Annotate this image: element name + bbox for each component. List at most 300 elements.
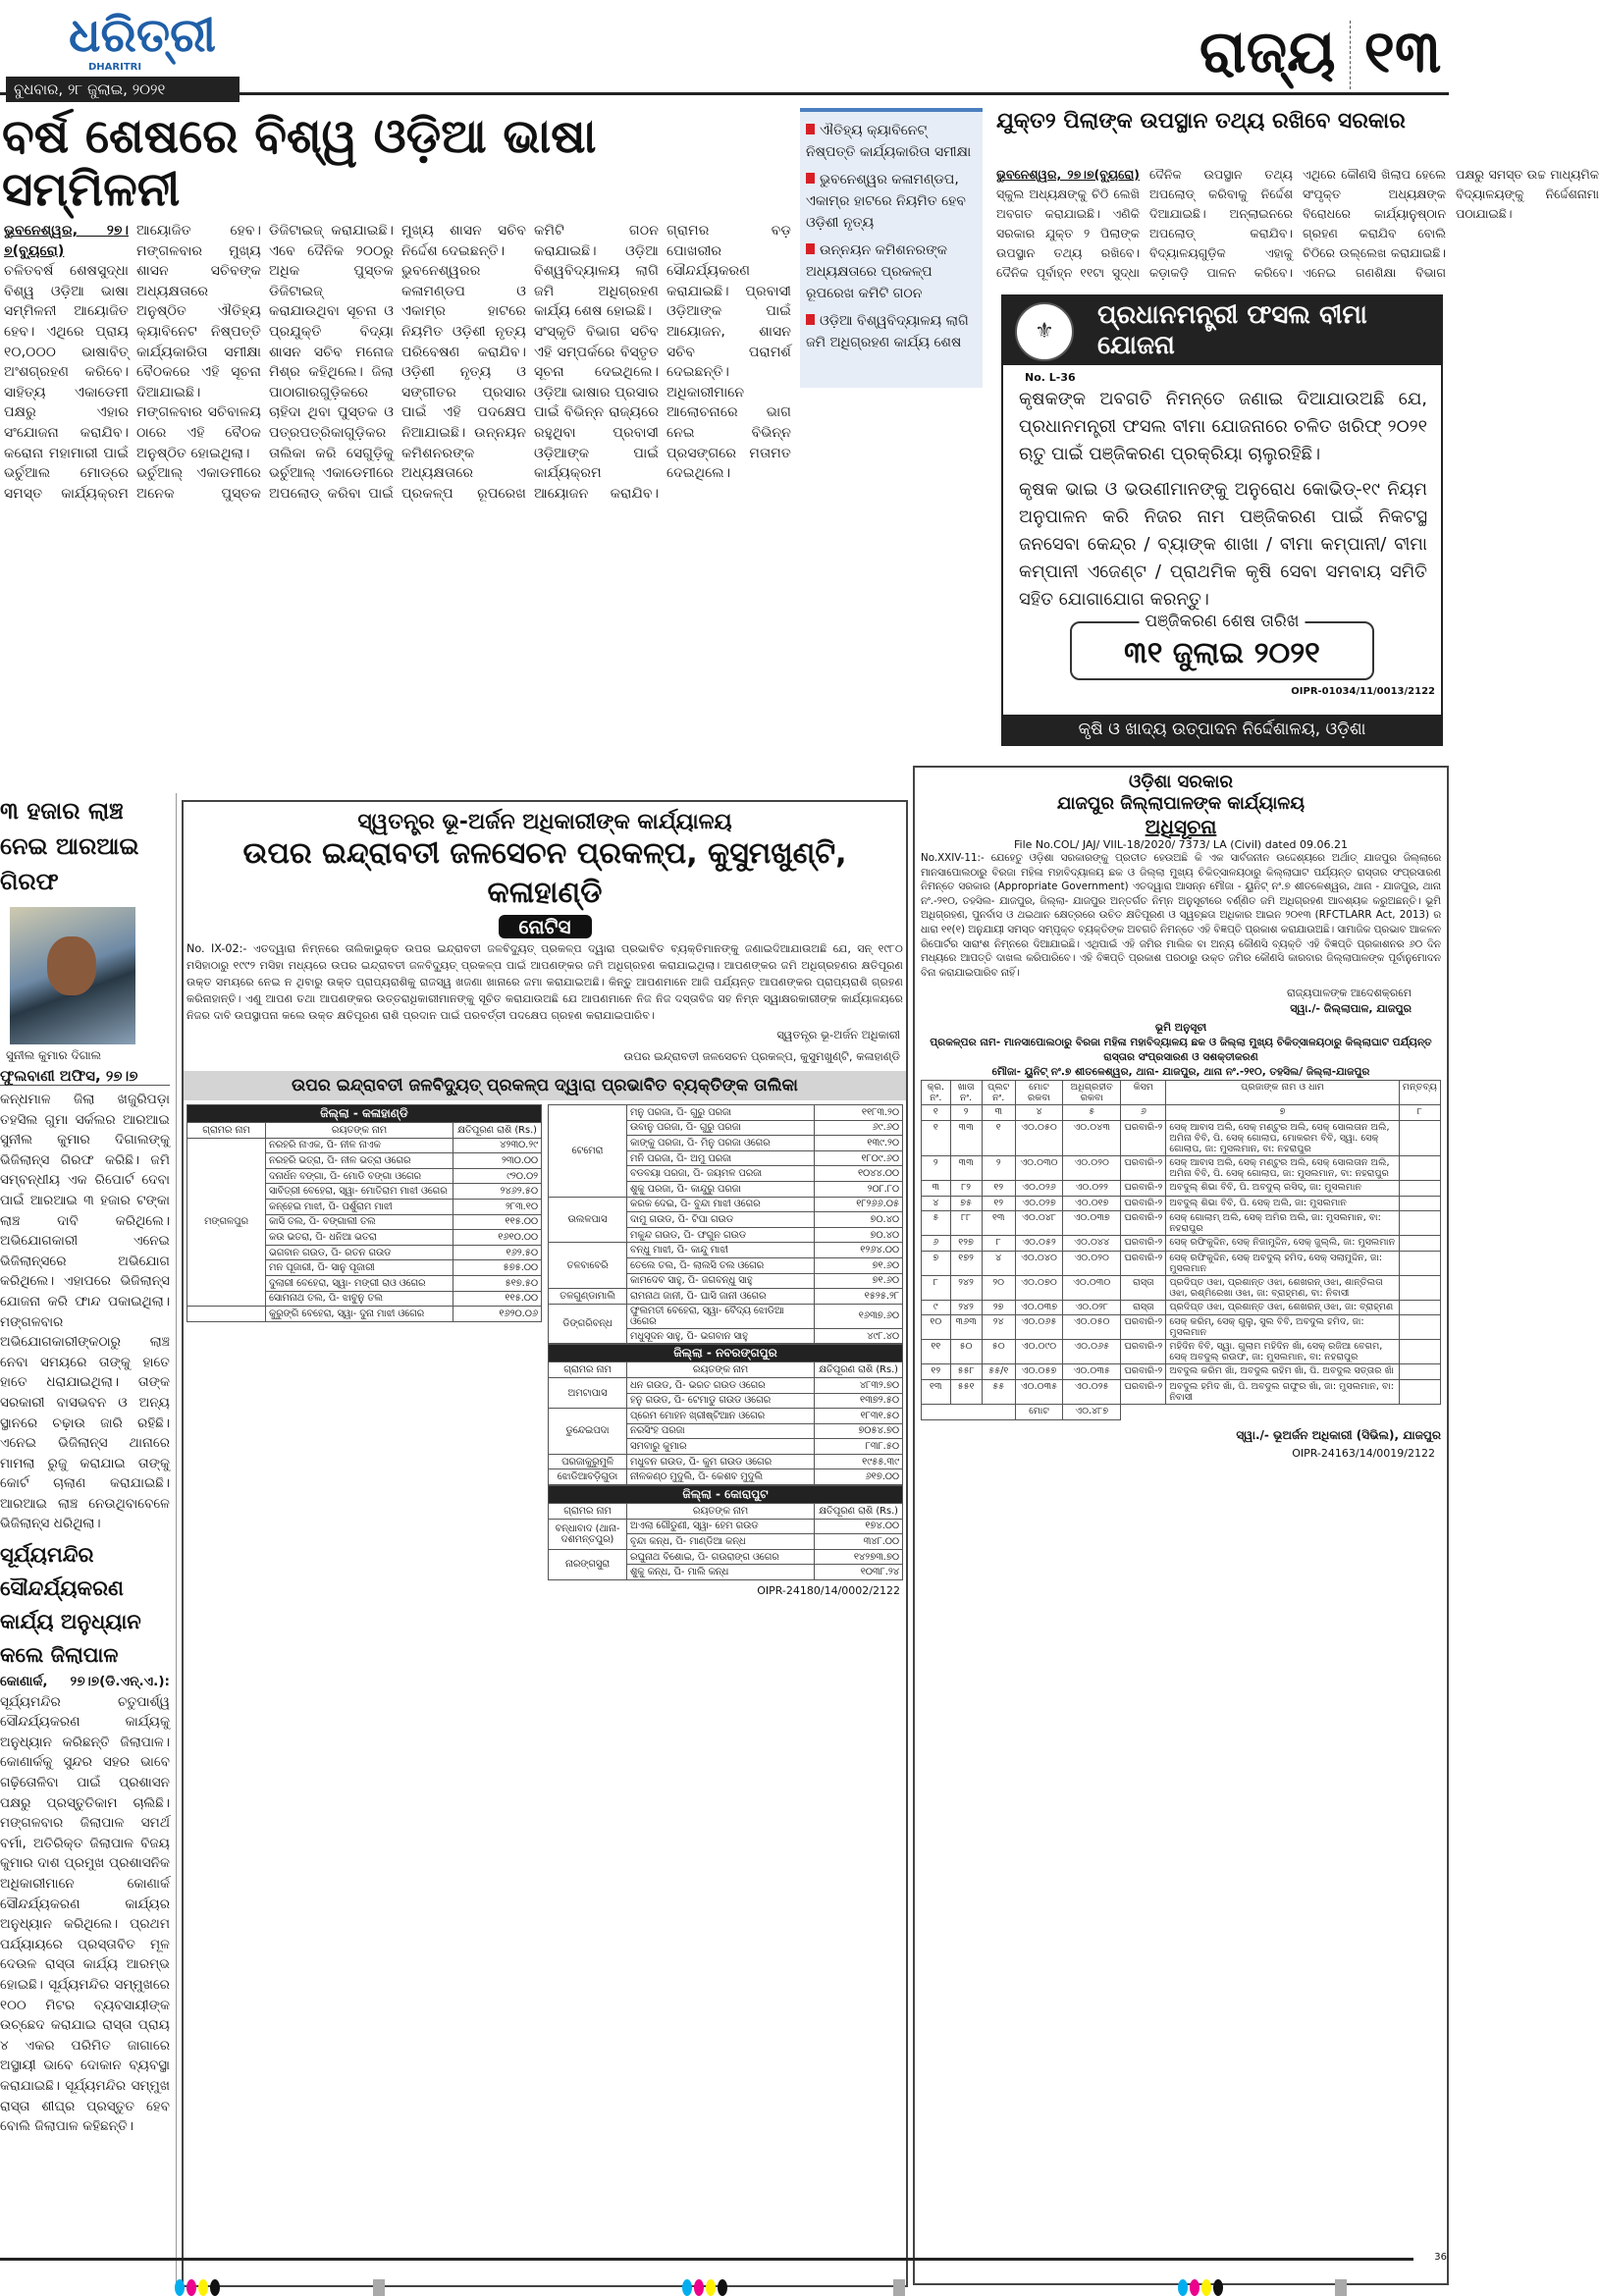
schedule-cell: ମହିଦିନ ବିବି, ସ୍ୱା. ଗୁଲାମ ମହିଦିନ ଖାଁ, ସେକ୍ ରଜିଆ ବେଗମ, ସେକ୍ ଅବଦୁଲ୍ ରଉଫ, ଜା: ମୁସଲମାନ, ବା: ନହରାପୁର [1166, 1340, 1400, 1364]
deadline-label: ପଞ୍ଜିକରଣ ଶେଷ ତାରିଖ [1139, 612, 1305, 631]
schedule-cell: ୨ [922, 1155, 951, 1180]
compensation-amount: ୩୪୮.୦୦ [815, 1534, 903, 1550]
schedule-cell: ଏ୦.୦୪୪ [1063, 1236, 1121, 1252]
compensation-amount: ୨୩୦.୦୦ [453, 1153, 542, 1169]
compensation-amount: ୧୩୭୨.୫୦ [815, 1393, 903, 1409]
table-row [549, 1519, 903, 1534]
person-name: ରଘୁନାଥ ବିଶୋଇ, ପି- ଗଉରାଙ୍ଗ ଓଗେର [627, 1549, 815, 1565]
logo-text: ଧରିତ୍ରୀ [69, 8, 216, 63]
table-row [549, 1549, 903, 1565]
table-row [549, 1243, 903, 1258]
column-header: ଗ୍ରାମର ନାମ [549, 1362, 627, 1378]
schedule-cell: ଏ୦.୦୨୦ [1063, 1251, 1121, 1275]
district-row [549, 1486, 903, 1504]
person-name: ମଧୁବନ ଗଉଡ, ପି- କୁମ ଗଉଡ ଓଗେର [627, 1454, 815, 1469]
person-name: ମନୁ ପରଜା, ପି- ଗୁରୁ ପରଜା [627, 1105, 815, 1121]
schedule-cell: ଘରବାରି-୨ [1121, 1180, 1166, 1196]
column-header: କିସମ [1121, 1081, 1166, 1105]
schedule-cell: ୩୩ [950, 1120, 982, 1155]
table-row [922, 1340, 1441, 1364]
person-name: ଭଗବାନ ଗଉଡ, ପି- ରତନ ଗଉଡ [266, 1245, 453, 1260]
column-index: ୧ [922, 1105, 951, 1121]
schedule-cell: ଏ୦.୦୪୮ [1015, 1211, 1062, 1236]
ad-number: No. L-36 [1025, 371, 1076, 384]
section-header [1199, 18, 1441, 89]
table-row [549, 1289, 903, 1305]
person-name: କାସି ତଲ, ପି- ବଙ୍ଗାଲୀ ତଲ [266, 1214, 453, 1230]
person-name: ରାମନାଥ ଜାନୀ, ପି- ଘାସି ଜାନୀ ଓଗେର [627, 1289, 815, 1305]
compensation-amount: ୨୮୩.୧୦ [453, 1199, 542, 1214]
header-row [922, 1081, 1441, 1105]
schedule-cell: ୨୪ [982, 1315, 1015, 1340]
ad-footer: କୃଷି ଓ ଖାଦ୍ୟ ଉତ୍ପାଦନ ନିର୍ଦ୍ଦେଶାଳୟ, ଓଡ଼ିଶା [1003, 715, 1441, 744]
schedule-cell: ୬ [922, 1236, 951, 1252]
schedule-cell: ଅବଦୁଲ କରିମ ଖାଁ, ଅବଦୁଲ ରହିମ ଖାଁ, ପି. ଅବଦୁଲ ସତ୍ତାର ଖାଁ [1166, 1364, 1400, 1380]
schedule-cell: ଏ୦.୦୫୦ [1015, 1120, 1062, 1155]
highlight-item: ଉନ୍ନୟନ କମିଶନରଙ୍କ ଅଧ୍ୟକ୍ଷତାରେ ପ୍ରକଳ୍ପ ରୂପରେଖ କମିଟି ଗଠନ [806, 240, 977, 304]
district-row [549, 1345, 903, 1362]
header-row [549, 1504, 903, 1520]
schedule-cell: ଏ୦.୦୯୦ [1015, 1340, 1062, 1364]
notification-code: OIPR-24163/14/0019/2122 [1292, 1446, 1435, 1460]
person-name: ମନ ପୂଜାରୀ, ପି- ସାନୁ ପୂଜାରୀ [266, 1260, 453, 1276]
schedule-cell [1399, 1196, 1440, 1211]
schedule-cell [1399, 1236, 1440, 1252]
color-registration-marks [682, 2279, 727, 2296]
schedule-cell: ୧୭୨ [950, 1251, 982, 1275]
village-name: ତଳଗୁଣ୍ଡାମାଲି [549, 1289, 627, 1305]
crop-insurance-ad [1001, 294, 1443, 746]
person-name: ଶୁକୁ କନ୍ଧ, ପି- ମାଲି କନ୍ଧ [627, 1565, 815, 1580]
notification-title: ଅଧିସୂଚନା [1145, 815, 1217, 838]
village-name: ଉଲଳପାସ [549, 1197, 627, 1243]
table-row [549, 1197, 903, 1212]
schedule-cell: ୫୦ [982, 1340, 1015, 1364]
schedule-cell: ସେକ୍ ଗୋଲାମ୍ ଅଲି, ସେକ୍ ଅମିର ଅଲି, ଜା: ମୁସଲମାନ, ବା: ନହରାପୁର [1166, 1211, 1400, 1236]
compensation-amount: ୧୨୬୪.୦୦ [815, 1243, 903, 1258]
schedule-cell [1399, 1211, 1440, 1236]
column-header: କ୍ଷତିପୂରଣ ରାଶି (Rs.) [815, 1504, 903, 1520]
schedule-project: ପ୍ରକଳ୍ପର ନାମ- ମାନସାପୋଲଠାରୁ ବିରଜା ମହିଳା ମହାବିଦ୍ୟାଳୟ ଛକ ଓ ଜିଲ୍ଲା ମୁଖ୍ୟ ଚିକିତ୍ସାଳୟଠାରୁ କିଲ୍ଲାଘାଟ ପର୍ଯ୍ୟନ୍ତ ରାସ୍ତାର ସଂପ୍ରସାରଣ ଓ ସଶକ୍ତୀକରଣ [930, 1037, 1432, 1064]
schedule-cell [1399, 1251, 1440, 1275]
person-name: ନରହରି ନାଏକ, ପି- ନୀଳ ନାଏକ [266, 1138, 453, 1153]
ad-paragraph: କୃଷକଙ୍କ ଅବଗତି ନିମନ୍ତେ ଜଣାଇ ଦିଆଯାଉଅଛି ଯେ, ପ୍ରଧାନମନ୍ତ୍ରୀ ଫସଲ ବୀମା ଯୋଜନାରେ ଚଳିତ ଖରିଫ୍ ୨୦୨୧ ଋତୁ ପାଇଁ ପଞ୍ଜିକରଣ ପ୍ରକ୍ରିୟା ଚାଲୁରହିଛି। [1019, 389, 1427, 464]
column-header: ମୋଟ ରକବା [1015, 1081, 1062, 1105]
schedule-cell [1399, 1155, 1440, 1180]
compensation-amount: ୭୧.୬୦ [815, 1257, 903, 1273]
schedule-cell: ୫୫ [982, 1379, 1015, 1404]
compensation-amount: ୫୭୫.୦୦ [453, 1260, 542, 1276]
person-name: ହନୁ ଗଉଡ, ପି- ଟେମାଡୁ ଗଉଡ ଓଗେର [627, 1393, 815, 1409]
schedule-cell: ଘରବାରି-୨ [1121, 1315, 1166, 1340]
schedule-cell: ସେକ୍ ଆବାସ ଅଲି, ସେକ୍ ମଣ୍ଟୁର ଅଲି, ସେକ୍ ସୋଲତାନ ଅଲି, ଅମିନା ବିବି, ପି. ସେକ୍ ଗୋଲାପ, ଜା: ମୁସଲମାନ, ବା: ନହରାପୁର [1166, 1155, 1400, 1180]
district-name: ଜିଲ୍ଲା - କୋରାପୁଟ [549, 1486, 903, 1504]
person-name: ସୋମନାଥ ତଲ, ପି- ଝାବୁନୁ ତଲ [266, 1291, 453, 1307]
schedule-cell: ଘରବାରି-୨ [1121, 1251, 1166, 1275]
schedule-cell: ଏ୦.୦୩୭ [1015, 1300, 1062, 1315]
column-header: ରୟତଙ୍କ ନାମ [627, 1362, 815, 1378]
schedule-cell: ଏ୦.୦୨୬ [1015, 1180, 1062, 1196]
table-row [922, 1379, 1441, 1404]
column-index: ୭ [1166, 1105, 1400, 1121]
column-header: କ୍ଷତିପୂରଣ ରାଶି (Rs.) [815, 1362, 903, 1378]
total-row [922, 1404, 1441, 1419]
compensation-amount: ୭୦୫୪.୭୦ [815, 1423, 903, 1439]
page-number: ୧୩ [1363, 18, 1441, 86]
schedule-cell: ୩୬୩ [950, 1315, 982, 1340]
village-name: ପରଜାକୁରୁମୁଳି [549, 1454, 627, 1469]
schedule-cell: ଘରବାରି-୨ [1121, 1340, 1166, 1364]
print-page-number: 36 [1434, 2252, 1447, 2263]
schedule-cell: ଘରବାରି-୨ [1121, 1155, 1166, 1180]
accused-photo [10, 907, 135, 1044]
village-name: ଡିଙ୍ଗରିବନ୍ଧ [549, 1304, 627, 1344]
schedule-cell [1399, 1364, 1440, 1380]
schedule-cell: ୮ [982, 1236, 1015, 1252]
person-name: ବନ୍ଧୁ ମାଝୀ, ପି- କାନ୍ଦୁ ମାଝୀ [627, 1243, 815, 1258]
schedule-cell [1399, 1180, 1440, 1196]
gray-registration-mark [373, 2279, 385, 2296]
schedule-cell: ପ୍ରଦିପ୍ତ ଓଝା, ପ୍ରଶାନ୍ତ ଓଝା, ଶେଖରନ୍ ଓଝା, ଜା: ବ୍ରାହ୍ମଣ [1166, 1300, 1400, 1315]
article-paragraph: ଭୁବନେଶ୍ୱରର କଳାମଣ୍ଡପ ଓ ଏକାମ୍ର ହାଟରେ ନିୟମିତ ଓଡ଼ିଶୀ ନୃତ୍ୟ ପରିବେଷଣ କରାଯିବ। ଓଡ଼ିଶୀ ନୃତ୍ୟ ଓ ସଙ୍ଗୀତର ପ୍ରସାର ପାଇଁ ଏହି ପଦକ୍ଷେପ ନିଆଯାଇଛି। ଉନ୍ନୟନ କମିଶନରଙ୍କ ଅଧ୍ୟକ୍ଷତାରେ ପ୍ରକଳ୍ପ ରୂପରେଖ କମିଟି ଗଠନ କରାଯାଇଛି। ଓଡ଼ିଆ ବିଶ୍ୱବିଦ୍ୟାଳୟ ଲାଗି ଜମି ଅଧିଗ୍ରହଣ କାର୍ଯ୍ୟ ଶେଷ ହୋଇଛି। [401, 223, 659, 502]
schedule-cell: ୫୦ [950, 1340, 982, 1364]
schedule-cell: ସେକ୍ ରଫିକୁଦ୍ଦିନ, ସେକ୍ ନିଜାମୁଦ୍ଦିନ, ସେକ୍ ଜୁଲ୍ଲି, ଜା: ମୁସଲମାନ [1166, 1236, 1400, 1252]
byline: ଫୁଲବାଣୀ ଅଫିସ, ୨୭।୭ [0, 1067, 170, 1086]
lead-article-body [0, 221, 795, 775]
spacer [922, 1404, 1016, 1419]
schedule-cell: ଏ୦.୦୨୭ [1015, 1196, 1062, 1211]
schedule-cell: ଏ୦.୦୨୨ [1063, 1180, 1121, 1196]
story2-body [996, 165, 1599, 287]
person-name: ଉବାନୁ ପରଜା, ପି- ଗୁରୁ ପରଜା [627, 1120, 815, 1136]
schedule-cell: ସେକ୍ କରିମ୍, ସେକ୍ ଗୁଲୁ, ସୁଲ ବିବି, ଅବଦୁଲ ହମିଦ, ଜା: ମୁସଲମାନ [1166, 1315, 1400, 1340]
logo-subtitle: DHARITRI [88, 62, 142, 73]
compensation-amount: ୧୮୨୬୬.୦୫ [815, 1197, 903, 1212]
schedule-cell: ସେକ୍ ଆବାସ ଅଲି, ସେକ୍ ମଣ୍ଟୁର ଅଲି, ସେକ୍ ସୋଲତାନ ଅଲି, ଅମିନା ବିବି, ପି. ସେକ୍ ଗୋଲାପ, ମୋକରମ ବିବି, ସ୍ୱା. ସେକ୍ ଗୋଲାପ, ଜା: ମୁସଲମାନ, ବା: ନହରାପୁର [1166, 1120, 1400, 1155]
table-row [922, 1236, 1441, 1252]
person-name: ସାବିତ୍ରୀ ବେହେରା, ସ୍ୱା- ମୋତିରାମ ମାଝୀ ଓଗେର [266, 1184, 453, 1200]
schedule-cell: ଏ୦.୦୨୮ [1063, 1300, 1121, 1315]
notice-project: ଉପର ଇନ୍ଦ୍ରାବତୀ ଜଳସେଚନ ପ୍ରକଳ୍ପ, କୁସୁମଖୁଣ୍ଟି, କଳାହାଣ୍ଡି [242, 836, 847, 910]
header-row [549, 1362, 903, 1378]
table-title: ଉପର ଇନ୍ଦ୍ରାବତୀ ଜଳବିଦ୍ୟୁତ୍ ପ୍ରକଳ୍ପ ଦ୍ୱାରା ପ୍ରଭାବିତ ବ୍ୟକ୍ତିଙ୍କ ତାଲିକା [184, 1071, 906, 1100]
compensation-amount: ୯୨୦.୦୨ [453, 1168, 542, 1184]
schedule-cell: ଘରବାରି-୨ [1121, 1196, 1166, 1211]
person-name: ଅଏଲା ଗୌଡୁଣୀ, ସ୍ୱା- ହେମ ଗଉଡ [627, 1519, 815, 1534]
schedule-cell: ଏ୦.୦୫୨ [1015, 1236, 1062, 1252]
village-name: ଅମଟାପାସ [549, 1377, 627, 1408]
schedule-cell: ୧୩ [982, 1211, 1015, 1236]
person-name: ଶୁକୁ ପରଜା, ପି- କାନ୍ଦୁରୁ ପରଜା [627, 1181, 815, 1197]
schedule-cell: ୧ [982, 1120, 1015, 1155]
table-row [922, 1180, 1441, 1196]
divider [1350, 21, 1351, 89]
column-index: ୫ [1063, 1105, 1121, 1121]
lead-headline: ବର୍ଷ ଶେଷରେ ବିଶ୍ୱ ଓଡ଼ିଆ ଭାଷା ସମ୍ମିଳନୀ [2, 109, 597, 217]
schedule-cell: ୧୨ [982, 1196, 1015, 1211]
color-registration-marks [175, 2279, 220, 2296]
gray-registration-mark [1335, 2279, 1347, 2296]
person-name: ପ୍ରେମ ମୋହନ ଖ୍ରୀଷ୍ଟିଆନ ଓଗେର [627, 1409, 815, 1424]
affected-persons-table [187, 1104, 542, 1322]
column-header: ମନ୍ତବ୍ୟ [1399, 1081, 1440, 1105]
notice-body: No. IX-02:- ଏତଦ୍ୱାରା ନିମ୍ନରେ ତାଲିକାଭୁକ୍ତ ଉପର ଇନ୍ଦ୍ରାବତୀ ଜଳବିଦ୍ୟୁତ୍ ପ୍ରକଳ୍ପ ଦ୍ୱାରା ପ୍ରଭାବିତ ବ୍ୟକ୍ତିମାନଙ୍କୁ ଜଣାଇଦିଆଯାଉଅଛି ଯେ, ସନ୍ ୧୯୮୦ ମସିହାଠାରୁ ୧୯୯୨ ମସିହା ମଧ୍ୟରେ ଉପର ଇନ୍ଦ୍ରାବତୀ ଜଳବିଦ୍ୟୁତ୍ ପ୍ରକଳ୍ପ ପାଇଁ ଆପଣଙ୍କର ଜମି ଅଧିଗ୍ରହଣ କରାଯାଇଥିଲା। ଆପଣଙ୍କର ଜମି ଅଧିଗ୍ରହଣର କ୍ଷତିପୂରଣ ଉକ୍ତ ସମୟରେ ନେଇ ନ ଥିବାରୁ ଉକ୍ତ ପ୍ରାପ୍ୟରାଶିକୁ ରାଜସ୍ୱ ଖଜଣା ଖାନାରେ ଜମା କରାଯାଇଅଛି। କିନ୍ତୁ ଆପଣମାନେ ଆଜି ପର୍ଯ୍ୟନ୍ତ ଆପଣଙ୍କର ପ୍ରାପ୍ୟରାଶି ଗ୍ରହଣ କରିନାହାନ୍ତି। ଏଣୁ ଆପଣ ତଥା ଆପଣଙ୍କର ଉତ୍ତରାଧିକାରୀମାନଙ୍କୁ ସୂଚିତ କରାଯାଉଅଛି ଯେ ଆପଣମାନେ ନିଜ ନିଜ ଦସ୍ତାବିଜ ସହ ନିମ୍ନ ସ୍ୱାକ୍ଷରକାରୀଙ୍କ କାର୍ଯ୍ୟାଳୟରେ ନିଜର ଦାବି ଉପସ୍ଥାପନା କଲେ ଉକ୍ତ କ୍ଷତିପୂରଣ ରାଶି ପ୍ରଦାନ ପାଇଁ ପରବର୍ତ୍ତୀ ପଦକ୍ଷେପ ଗ୍ରହଣ କରାଯାଇପାରିବ। [187, 942, 903, 1022]
compensation-amount: ୧୧୮୩.୨୦ [815, 1105, 903, 1121]
column-index: ୬ [1121, 1105, 1166, 1121]
schedule-cell: ୧୨୭ [950, 1236, 982, 1252]
deadline-date: ୩୧ ଜୁଲାଇ ୨୦୨୧ [1124, 636, 1320, 670]
schedule-cell: ୧ [922, 1120, 951, 1155]
schedule-cell [1399, 1300, 1440, 1315]
schedule-title: ଭୂମି ଅନୁସୂଚୀ [1154, 1022, 1207, 1035]
schedule-cell: ୯ [922, 1300, 951, 1315]
masthead-logo [69, 8, 216, 77]
schedule-cell [1399, 1379, 1440, 1404]
schedule-mouza: ମୌଜା- ୟୁନିଟ୍ ନଂ.୭ ଶୀତଳେଶ୍ୱର, ଥାନା- ଯାଜପୁର, ଥାନା ନଂ.-୨୧୦, ତହସିଲ/ ଜିଲ୍ଲା-ଯାଜପୁର [991, 1066, 1370, 1079]
schedule-cell: ପ୍ରଦିପ୍ତ ଓଝା, ପ୍ରଶାନ୍ତ ଓଝା, ଶେଖରନ୍ ଓଝା, ଶାନ୍ତିଲତା ଓଝା, ରଶ୍ମିରେଖା ଓଝା, ଜା: ବ୍ରାହ୍ମଣ, ବା: ନିବାସୀ [1166, 1275, 1400, 1300]
compensation-amount: ୧୮୩୧.୫୦ [815, 1409, 903, 1424]
compensation-amount: ୨୪୬୨.୫୦ [453, 1184, 542, 1200]
table-row [922, 1315, 1441, 1340]
column-header: ଖାତା ନଂ. [950, 1081, 982, 1105]
schedule-cell: ୧୦ [922, 1315, 951, 1340]
village-name: ତଳବାବେରି [549, 1243, 627, 1289]
header-row [187, 1123, 542, 1139]
footer-rule [0, 2258, 1413, 2261]
schedule-cell: ୨ [982, 1155, 1015, 1180]
person-name: କୁରୁଙ୍ଗି ବେହେରା, ସ୍ୱା- ଦୁନା ମାଝୀ ଓଗେର [266, 1307, 453, 1322]
table-row [549, 1454, 903, 1469]
highlights-box [800, 108, 983, 388]
affected-persons-table [548, 1485, 903, 1580]
table-row [922, 1196, 1441, 1211]
person-name: ଦାମୁ ଗଉଡ, ପି- ଟିପା ଗଉଡ [627, 1212, 815, 1228]
total-label: ମୋଟ [1015, 1404, 1062, 1419]
schedule-cell: ୧୨ [922, 1364, 951, 1380]
person-name: କଉ ଭତରା, ପି- ଧନିଆ ଭତରା [266, 1230, 453, 1246]
schedule-cell: ଘରବାରି-୨ [1121, 1211, 1166, 1236]
compensation-amount: ୪୯୮.୪୦ [815, 1328, 903, 1344]
highlight-item: ଓଡ଼ିଆ ବିଶ୍ୱବିଦ୍ୟାଳୟ ଲାଗି ଜମି ଅଧିଗ୍ରହଣ କାର୍ଯ୍ୟ ଶେଷ [806, 310, 977, 353]
person-name: ନରସିଂହ ପରଜା [627, 1423, 815, 1439]
schedule-cell: ସେକ୍ ରଫିକୁଦ୍ଦିନ, ସେକ୍ ଅବଦୁଲ୍ ହମିଦ, ସେକ୍ ସଲାମୁଦ୍ଦିନ, ଜା: ମୁସଲମାନ [1166, 1251, 1400, 1275]
table-row [187, 1307, 542, 1322]
district-name: ଜିଲ୍ଲା - କଳାହାଣ୍ଡି [187, 1105, 542, 1123]
schedule-cell: ୩ [922, 1180, 951, 1196]
file-number: File No.COL/ JAJ/ VIIL-18/2020/ 7373/ LA (Civil) dated 09.06.21 [1014, 838, 1348, 851]
compensation-amount: ୧୬୧୦.୦୦ [453, 1230, 542, 1246]
schedule-cell: ଏ୦.୦୪୦ [1015, 1251, 1062, 1275]
schedule-cell [1399, 1340, 1440, 1364]
odisha-seal-icon: ⚜ [1015, 302, 1074, 361]
compensation-amount: ୧୭୪.୦୦ [815, 1519, 903, 1534]
compensation-amount: ୧୧୫.୦୦ [453, 1214, 542, 1230]
column-index: ୨ [950, 1105, 982, 1121]
column-header: ଗ୍ରାମର ନାମ [187, 1123, 266, 1139]
district-row [187, 1105, 542, 1123]
schedule-cell: ୧୩ [922, 1379, 951, 1404]
compensation-amount: ୫୧୭.୫୦ [453, 1275, 542, 1291]
schedule-cell: ଘରବାରି-୨ [1121, 1364, 1166, 1380]
person-name: ଦନାର୍ଧନ ବଙ୍ଗା, ପି- ମୋଡି ବଙ୍ଗା ଓଗେର [266, 1168, 453, 1184]
konark-headline: ସୂର୍ଯ୍ୟମନ୍ଦିର ସୌନ୍ଦର୍ଯ୍ୟକରଣ କାର୍ଯ୍ୟ ଅନୁଧ୍ୟାନ କଲେ ଜିଲାପାଳ [0, 1543, 141, 1668]
compensation-amount: ୧୬୨୦.୦୬ [453, 1307, 542, 1322]
article-paragraph: ଚଳିତବର୍ଷ ଶେଷସୁଦ୍ଧା ବିଶ୍ୱ ଓଡ଼ିଆ ଭାଷା ସମ୍ମିଳନୀ ଆୟୋଜିତ ହେବ। ଏଥିରେ ପ୍ରାୟ ୧୦,୦୦୦ ଭାଷାବିତ୍ ଅଂଶଗ୍ରହଣ କରିବେ। ସାହିତ୍ୟ ଏକାଡେମୀ ପକ୍ଷରୁ ଏହାର ସଂଯୋଜନା କରାଯିବ। କରୋନା ମହାମାରୀ ପାଇଁ ଭର୍ଚୁଆଲ ମୋଡ୍‌ରେ ସମସ୍ତ କାର୍ଯ୍ୟକ୍ରମ ଆୟୋଜିତ ହେବ। ମଙ୍ଗଳବାର ମୁଖ୍ୟ ଶାସନ ସଚିବଙ୍କ ଅଧ୍ୟକ୍ଷତାରେ ଅନୁଷ୍ଠିତ ଐତିହ୍ୟ କ୍ୟାବିନେଟ ନିଷ୍ପତ୍ତି କାର୍ଯ୍ୟକାରିତା ସମୀକ୍ଷା ବୈଠକରେ ଏହି ସୂଚନା ଦିଆଯାଇଛି। ମଙ୍ଗଳବାର ସଚିବାଳୟ ଠାରେ ଏହି ବୈଠକ ଅନୁଷ୍ଠିତ ହୋଇଥିଲା। [4, 223, 261, 502]
column-index: ୩ [982, 1105, 1015, 1121]
land-schedule-table [921, 1080, 1441, 1419]
issue-date: ବୁଧବାର, ୨୮ ଜୁଲାଇ, ୨୦୨୧ [6, 77, 240, 102]
story-text: କନ୍ଧମାଳ ଜିଲା ଖଜୁରିପଡ଼ା ତହସିଲ ଗୁମା ସର୍କଲର ଆରଆଇ ସୁନୀଲ କୁମାର ଦିଗାଲଙ୍କୁ ଭିଜିଲାନ୍ସ ଗିରଫ କରିଛି। ଜମି ସମ୍ବନ୍ଧୀୟ ଏକ ରିପୋର୍ଟ ଦେବା ପାଇଁ ଆରଆଇ ୩ ହଜାର ଟଙ୍କା ଲାଞ୍ଚ ଦାବି କରିଥିଲେ। ଅଭିଯୋଗକାରୀ ଏନେଇ ଭିଜିଲାନ୍ସରେ ଅଭିଯୋଗ କରିଥିଲେ। ଏହାପରେ ଭିଜିଲାନ୍ସ ଯୋଜନା କରି ଫାନ୍ଦ ପକାଇଥିଲା। ମଙ୍ଗଳବାର ଅଭିଯୋଗକାରୀଙ୍କଠାରୁ ଲାଞ୍ଚ ନେବା ସମୟରେ ତାଙ୍କୁ ହାତେ ହାତେ ଧରାଯାଇଥିଲା। ତାଙ୍କ ସରକାରୀ ବାସଭବନ ଓ ଅନ୍ୟ ସ୍ଥାନରେ ଚଢ଼ାଉ ଜାରି ରହିଛି। ଏନେଇ ଭିଜିଲାନ୍ସ ଥାନାରେ ମାମଲା ରୁଜୁ କରାଯାଇ ତାଙ୍କୁ କୋର୍ଟ ଚାଲାଣ କରାଯାଇଛି। ଆରଆଇ ଲାଞ୍ଚ ନେଉଥିବାବେଳେ ଭିଜିଲାନ୍ସ ଧରିଥିଲା। [0, 1092, 170, 1532]
schedule-cell: ୧୨ [982, 1180, 1015, 1196]
column-index: ୮ [1399, 1105, 1440, 1121]
land-acquisition-notice [182, 800, 908, 2287]
schedule-cell: ୪ [982, 1251, 1015, 1275]
person-name: ମକୁନ୍ଦ ଗଉଡ, ପି- ଫଗୁନ ଗଉଡ [627, 1227, 815, 1243]
village-name: ଝୋଡିଆବଡ଼ିଗୁଡା [549, 1469, 627, 1485]
table-row [187, 1138, 542, 1153]
schedule-cell: ୮୨ [950, 1180, 982, 1196]
schedule-cell: ୮୮ [950, 1211, 982, 1236]
table-row [922, 1364, 1441, 1380]
compensation-amount: ୭୧.୬୦ [815, 1273, 903, 1289]
compensation-amount: ୧୦୩୮.୨୪ [815, 1565, 903, 1580]
schedule-cell: ଏ୦.୦୩୦ [1063, 1275, 1121, 1300]
dateline: ଭୁବନେଶ୍ୱର, ୨୭।୭(ବ୍ୟୁରୋ) [4, 223, 129, 259]
table-row [549, 1377, 903, 1393]
compensation-amount: ୪୮୩୨.୭୦ [815, 1377, 903, 1393]
compensation-amount: ୪୨୩୦.୨୯ [453, 1138, 542, 1153]
schedule-cell: ଅବଦୁଲ ହମିଦ ଖାଁ, ପି. ଅବଦୁଲ ଗଫୁର ଖାଁ, ଜା: ମୁସଲମାନ, ବା: ନିବାସୀ [1166, 1379, 1400, 1404]
column-header: ରୟତଙ୍କ ନାମ [627, 1504, 815, 1520]
schedule-cell: ୪ [922, 1196, 951, 1211]
village-name: ବନ୍ଧାବାଦ (ଥାନା- ଦଶମନ୍ତପୁର) [549, 1519, 627, 1549]
schedule-cell: ଘରବାରି-୨ [1121, 1236, 1166, 1252]
person-name: କାମଦେବ ସାହୁ, ପି- ଜଗବନ୍ଧୁ ସାହୁ [627, 1273, 815, 1289]
total-value: ଏ୦.୪୮୭ [1063, 1404, 1121, 1419]
compensation-amount: ୭୦.୪୦ [815, 1212, 903, 1228]
index-row [922, 1105, 1441, 1121]
person-name: ବୃନ୍ଦା କନ୍ଧ, ପି- ମାଣ୍ଡିଆ କନ୍ଧ [627, 1534, 815, 1550]
schedule-cell: ଏ୦.୦୬୫ [1015, 1315, 1062, 1340]
column-header: ରୟତଙ୍କ ନାମ [266, 1123, 453, 1139]
person-name: ମଧୁସୂଦନ ସାହୁ, ପି- ଭଗବାନ ସାହୁ [627, 1328, 815, 1344]
compensation-amount: ୨୦୮.୮୦ [815, 1181, 903, 1197]
schedule-cell: ୩୩ [950, 1155, 982, 1180]
notice-signature [184, 1024, 906, 1067]
schedule-cell: ଏ୦.୦୩୭ [1063, 1211, 1121, 1236]
compensation-amount: ୭୦.୪୦ [815, 1227, 903, 1243]
schedule-cell: ୧୧ [922, 1340, 951, 1364]
compensation-amount: ୧୩୯.୨୦ [815, 1136, 903, 1151]
person-name: ଫୁଲମତୀ ବେହେରା, ସ୍ୱା- ବୈଦ୍ୟ ଝୋଡିଆ ଓଗେର [627, 1304, 815, 1328]
schedule-cell: ୫୫୮ [950, 1364, 982, 1380]
schedule-cell: ଘରବାରି-୨ [1121, 1120, 1166, 1155]
ad-paragraph: କୃଷକ ଭାଇ ଓ ଭଉଣୀମାନଙ୍କୁ ଅନୁରୋଧ କୋଭିଡ୍-୧୯ ନିୟମ ଅନୁପାଳନ କରି ନିଜର ନାମ ପଞ୍ଜିକରଣ ପାଇଁ ନିକଟସ୍ଥ ଜନସେବା କେନ୍ଦ୍ର / ବ୍ୟାଙ୍କ ଶାଖା / ବୀମା କମ୍ପାନୀ/ ବୀମା କମ୍ପାନୀ ଏଜେଣ୍ଟ / ପ୍ରାଥମିକ କୃଷି ସେବା ସମବାୟ ସମିତି ସହିତ ଯୋଗାଯୋଗ କରନ୍ତୁ। [1019, 479, 1427, 610]
dateline: ଭୁବନେଶ୍ୱର, ୨୭।୭(ବ୍ୟୁରୋ) [996, 167, 1140, 182]
schedule-cell: ୨୭ [982, 1300, 1015, 1315]
column-index: ୪ [1015, 1105, 1062, 1121]
village-name: ମଙ୍ଗଳପୁର [187, 1138, 266, 1307]
ad-code: OIPR-01034/11/0013/2122 [1291, 686, 1435, 697]
ad-title: ପ୍ରଧାନମନ୍ତ୍ରୀ ଫସଲ ବୀମା ଯୋଜନା [1097, 300, 1367, 360]
person-name: ଦୁଲାରୀ ବେହେରା, ସ୍ୱା- ମଙ୍ଗୀ ରାଓ ଓଗେର [266, 1275, 453, 1291]
table-row [922, 1211, 1441, 1236]
article-paragraph: ସଂସ୍କୃତି ବିଭାଗ ସଚିବ ଏହି ସମ୍ପର୍କରେ ବିସ୍ତୃତ ସୂଚନା ଦେଇଥିଲେ। ଓଡ଼ିଆ ଭାଷାର ପ୍ରସାର ପାଇଁ ବିଭିନ୍ନ ରାଜ୍ୟରେ ରହୁଥିବା ପ୍ରବାସୀ ଓଡ଼ିଆଙ୍କ ପାଇଁ କାର୍ଯ୍ୟକ୍ରମ ଆୟୋଜନ କରାଯିବ। ଗ୍ରାମର ବଡ଼ ପୋଖରୀର ସୌନ୍ଦର୍ଯ୍ୟକରଣ କରାଯାଇଛି। ପ୍ରବାସୀ ଓଡ଼ିଆଙ୍କ ପାଇଁ ଆୟୋଜନ, ଶାସନ ସଚିବ ପରାମର୍ଶ ଦେଇଛନ୍ତି। ଅଧିକାରୀମାନେ ଆଲୋଚନାରେ ଭାଗ ନେଇ ବିଭିନ୍ନ ପ୍ରସଙ୍ଗରେ ମତାମତ ଦେଇଥିଲେ। [534, 223, 791, 502]
signatory-office: ଉପର ଇନ୍ଦ୍ରାବତୀ ଜଳସେଚନ ପ୍ରକଳ୍ପ, କୁସୁମଖୁଣ୍ଟି, କଳାହାଣ୍ଡି [623, 1049, 900, 1063]
person-name: ଧନ ଗଉଡ, ପି- ଭରତ ଗଉଡ ଓଗେର [627, 1377, 815, 1393]
schedule-cell: ଏ୦.୦୩୦ [1015, 1155, 1062, 1180]
photo-caption: ସୁନୀଲ କୁମାର ଦିଗାଲ [6, 1048, 102, 1062]
column-header: ଗ୍ରାମର ନାମ [549, 1504, 627, 1520]
section-name: ରାଜ୍ୟ [1199, 18, 1336, 86]
order-signature: ସ୍ୱା./- ଜିଲ୍ଲାପାଳ, ଯାଜପୁର [1290, 1002, 1412, 1016]
village-name: ଟେମେରା [549, 1105, 627, 1198]
compensation-amount: ୧୬୨.୫୦ [453, 1245, 542, 1260]
schedule-cell: ୫୫୧ [950, 1379, 982, 1404]
affected-table-right [548, 1104, 903, 1580]
table-row [922, 1120, 1441, 1155]
schedule-cell: ଏ୦.୦୩୫ [1063, 1364, 1121, 1380]
bribe-headline: ୩ ହଜାର ଲାଞ୍ଚ ନେଇ ଆରଆଇ ଗିରଫ [0, 797, 139, 895]
schedule-cell: ୫ [922, 1211, 951, 1236]
order-line: ରାଜ୍ୟପାଳଙ୍କ ଆଦେଶକ୍ରମେ [1287, 987, 1412, 1000]
govt-name: ଓଡ଼ିଶା ସରକାର [1129, 772, 1233, 792]
table-row [549, 1304, 903, 1328]
schedule-cell: ୨୪୨ [950, 1275, 982, 1300]
story2-headline: ଯୁକ୍ତ୨ ପିଲାଙ୍କ ଉପସ୍ଥାନ ତଥ୍ୟ ରଖିବେ ସରକାର [996, 109, 1406, 133]
compensation-amount: ୧୬୩୭.୬୦ [815, 1304, 903, 1328]
table-row [922, 1251, 1441, 1275]
jajpur-notification [913, 766, 1449, 2285]
office-name: ଯାଜପୁର ଜିଲ୍ଲାପାଳଙ୍କ କାର୍ଯ୍ୟାଳୟ [1056, 793, 1306, 814]
schedule-cell: ଏ୦.୦୬୫ [1063, 1340, 1121, 1364]
schedule-cell: ଅବଦୁଲ୍ ଶିଭା ବିବି, ପି. ଅବଦୁଲ୍ ରସିଦ୍, ଜା: ମୁସଲମାନ [1166, 1180, 1400, 1196]
compensation-amount: ୧୮୦୯.୬୦ [815, 1150, 903, 1166]
table-row [549, 1105, 903, 1121]
schedule-cell: ୭ [922, 1251, 951, 1275]
schedule-cell: ଏ୦.୦୫୦ [1063, 1315, 1121, 1340]
person-name: ନୀଳକଣ୍ଠ ମୁଦୁଲି, ପି- କେଶବ ମୁଦୁଲି [627, 1469, 815, 1485]
person-name: ମନି ପରଜା, ପି- ଅମୁ ପରଜା [627, 1150, 815, 1166]
village-name: ଡୁନ୍ଦେଇପଦା [549, 1409, 627, 1455]
highlight-item: ଐତିହ୍ୟ କ୍ୟାବିନେଟ୍ ନିଷ୍ପତ୍ତି କାର୍ଯ୍ୟକାରିତା ସମୀକ୍ଷା [806, 120, 977, 163]
column-header: ପ୍ଲଟ ନଂ. [982, 1081, 1015, 1105]
person-name: ବଡବୟା ପରଜା, ପି- ଜୟମଳ ପରଜା [627, 1166, 815, 1182]
notice-code: OIPR-24180/14/0002/2122 [757, 1584, 900, 1598]
left-column [0, 793, 177, 2285]
schedule-cell [1399, 1315, 1440, 1340]
affected-table-left [187, 1104, 542, 1580]
schedule-cell: ଏ୦.୦୨୦ [1063, 1155, 1121, 1180]
person-name: କନ୍ହେଇ ମାଝୀ, ପି- ପର୍ଶୁରାମ ମାଝୀ [266, 1199, 453, 1214]
schedule-cell [1399, 1275, 1440, 1300]
schedule-cell: ରାସ୍ତା [1121, 1300, 1166, 1315]
gray-registration-mark [893, 2279, 905, 2296]
column-header: ଅଧିଗ୍ରହୀତ ରକବା [1063, 1081, 1121, 1105]
district-name: ଜିଲ୍ଲା - ନବରଙ୍ଗପୁର [549, 1345, 903, 1362]
deadline-box [1070, 612, 1374, 680]
schedule-cell: ଏ୦.୦୨୫ [1063, 1379, 1121, 1404]
signatory: ସ୍ୱତନ୍ତ୍ର ଭୂ-ଅର୍ଜନ ଅଧିକାରୀ [776, 1028, 900, 1041]
schedule-signature: ସ୍ୱା./- ଭୂଅର୍ଜନ ଅଧିକାରୀ (ସିଭିଲ), ଯାଜପୁର [1236, 1427, 1441, 1442]
compensation-amount: ୮୩୮.୫୦ [815, 1439, 903, 1455]
table-row [922, 1275, 1441, 1300]
story-text: ସୂର୍ଯ୍ୟମନ୍ଦିର ଚତୁପାର୍ଶ୍ୱ ସୌନ୍ଦର୍ଯ୍ୟକରଣ କାର୍ଯ୍ୟକୁ ଅନୁଧ୍ୟାନ କରିଛନ୍ତି ଜିଲାପାଳ। କୋଣାର୍କକୁ ସୁନ୍ଦର ସହର ଭାବେ ଗଢ଼ିତୋଳିବା ପାଇଁ ପ୍ରଶାସନ ପକ୍ଷରୁ ପ୍ରସ୍ତୁତିକାମ ଚାଲିଛି। ମଙ୍ଗଳବାର ଜିଲାପାଳ ସମର୍ଥ ବର୍ମା, ଅତିରିକ୍ତ ଜିଲାପାଳ ବିଜୟ କୁମାର ଦାଶ ପ୍ରମୁଖ ପ୍ରଶାସନିକ ଅଧିକାରୀମାନେ କୋଣାର୍କ ସୌନ୍ଦର୍ଯ୍ୟକରଣ କାର୍ଯ୍ୟର ଅନୁଧ୍ୟାନ କରିଥିଲେ। ପ୍ରଥମ ପର୍ଯ୍ୟାୟରେ ପ୍ରସ୍ତାବିତ ମୂଳ ଦେଉଳ ରାସ୍ତା କାର୍ଯ୍ୟ ଆରମ୍ଭ ହୋଇଛି। ସୂର୍ଯ୍ୟମନ୍ଦିର ସମ୍ମୁଖରେ ୧୦୦ ମିଟର ବ୍ୟବସାୟୀଙ୍କ ଉଚ୍ଛେଦ କରାଯାଇ ରାସ୍ତା ପ୍ରାୟ ୪ ଏକର ପରିମିତ ଜାଗାରେ ଅସ୍ଥାୟୀ ଭାବେ ଦୋକାନ ବ୍ୟବସ୍ଥା କରାଯାଇଛି। ସୂର୍ଯ୍ୟମନ୍ଦିର ସମ୍ମୁଖ ରାସ୍ତା ଶୀଘ୍ର ପ୍ରସ୍ତୁତ ହେବ ବୋଲି ଜିଲାପାଳ କହିଛନ୍ତି। [0, 1693, 170, 2135]
schedule-cell: ରାସ୍ତା [1121, 1275, 1166, 1300]
schedule-cell: ୨୦ [982, 1275, 1015, 1300]
village-name: ନାରଙ୍ଗସୁରା [549, 1549, 627, 1579]
story2-text: ସ୍କୁଲ ଅଧ୍ୟକ୍ଷଙ୍କୁ ଚିଠି ଲେଖି ଅବଗତ କରାଯାଇଛି। ଏଣିକି ସରକାର ଯୁକ୍ତ ୨ ପିଲାଙ୍କ ଉପସ୍ଥାନ ତଥ୍ୟ ରଖିବେ। ଦୈନିକ ପୂର୍ବାହ୍ନ ୧୧ଟା ସୁଦ୍ଧା ଦୈନିକ ଉପସ୍ଥାନ ତଥ୍ୟ ଅପଲୋଡ୍ କରିବାକୁ ନିର୍ଦ୍ଦେଶ ଦିଆଯାଇଛି। ଅନ୍‌ଲାଇନରେ ଅପଲୋଡ୍ କରାଯିବ। ବିଦ୍ୟାଳୟଗୁଡ଼ିକ ଏହାକୁ କଡ଼ାକଡ଼ି ପାଳନ କରିବେ। ଏଥିରେ କୌଣସି ଖିଲାପ ହେଲେ ସଂପୃକ୍ତ ଅଧ୍ୟକ୍ଷଙ୍କ ବିରୋଧରେ କାର୍ଯ୍ୟାନୁଷ୍ଠାନ ଗ୍ରହଣ କରାଯିବ ବୋଲି ଚିଠିରେ ଉଲ୍ଲେଖ କରାଯାଇଛି। ଏନେଇ ଗଣଶିକ୍ଷା ବିଭାଗ ପକ୍ଷରୁ ସମସ୍ତ ଉଚ୍ଚ ମାଧ୍ୟମିକ ବିଦ୍ୟାଳୟଙ୍କୁ ନିର୍ଦ୍ଦେଶନାମା ପଠାଯାଇଛି। [996, 167, 1599, 280]
